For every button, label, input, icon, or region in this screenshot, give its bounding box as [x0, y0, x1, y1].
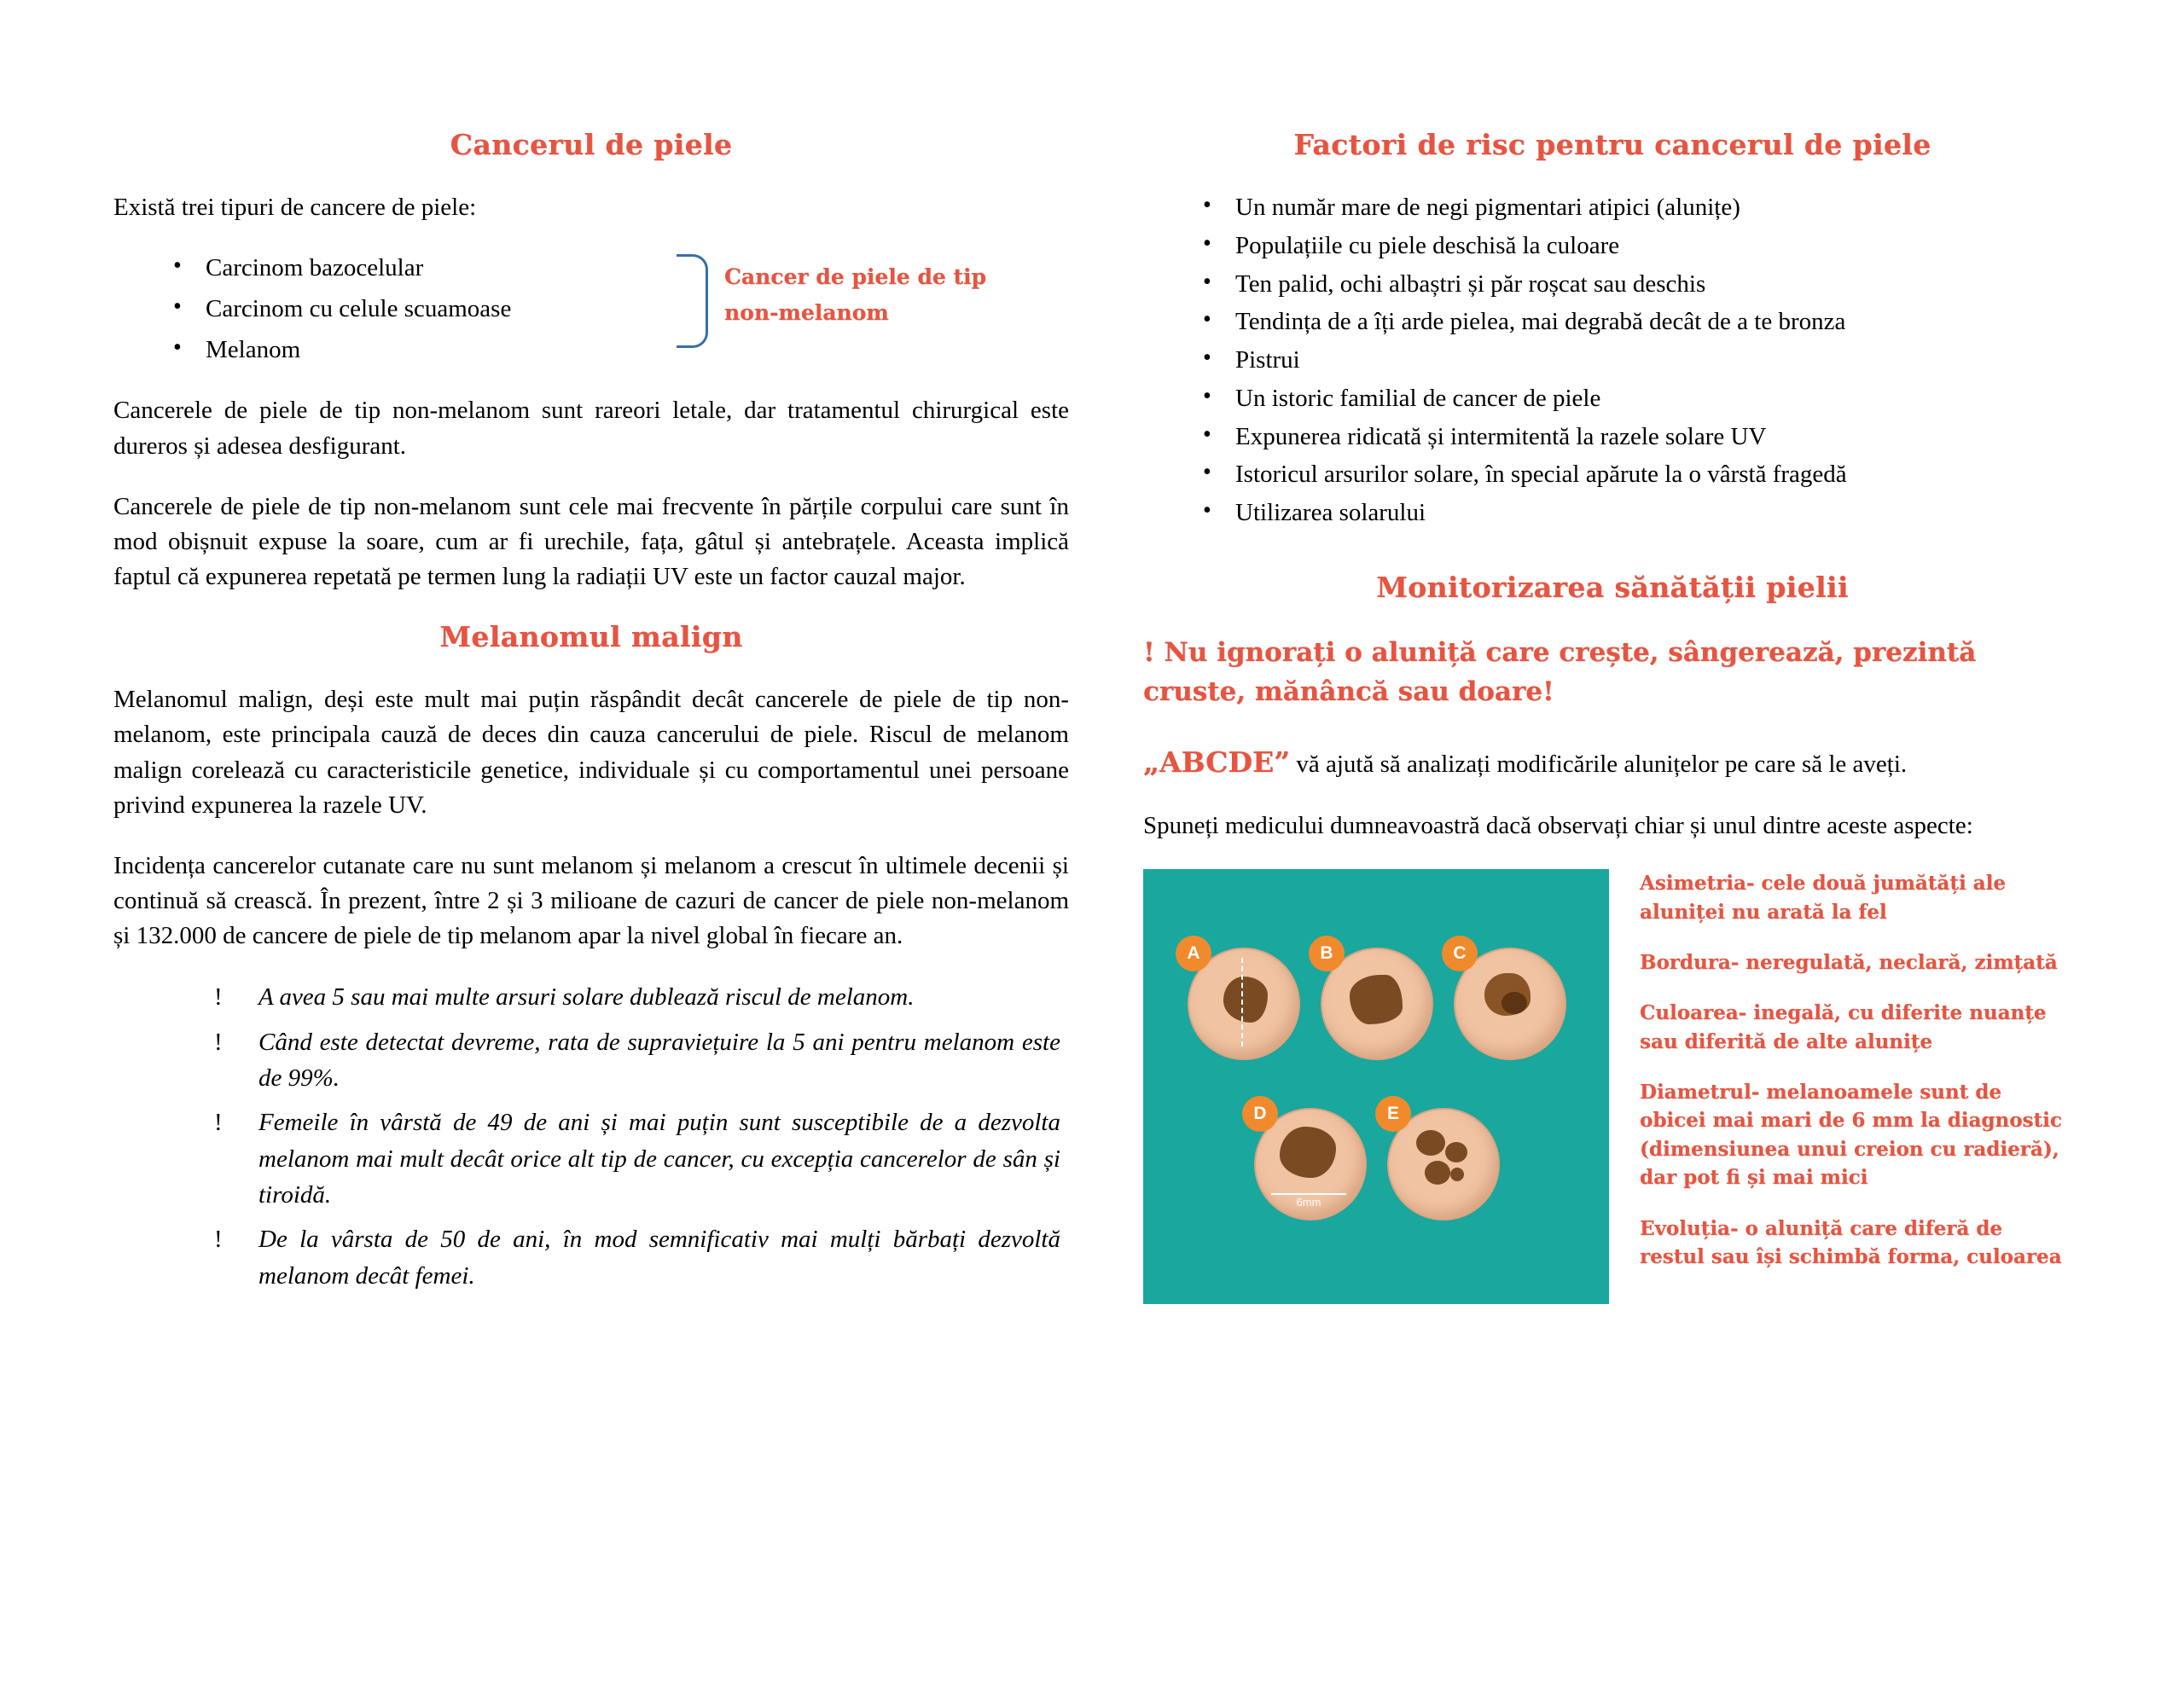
list-item: • Un istoric familial de cancer de piele	[1196, 381, 2082, 417]
paragraph-melanoma-risk: Melanomul malign, deși este mult mai puțin răspândit decât cancerele de piele de tip non-melanom, este principala cauză de deces din cauza cancerului de piele. Riscul de melanom malign corelează cu caracteristicile genetice, individuale și cu comportamentul unei persoane privind expunerea la razele UV.	[113, 686, 1069, 819]
list-item: • Istoricul arsurilor solare, în special apărute la o vârstă fragedă	[1196, 457, 2082, 493]
list-item: ! Femeile în vârstă de 49 de ani și mai puțin sunt susceptibile de a dezvolta melanom mai mult decât orice alt tip de cancer, cu excepția cancerelor de sân și tiroidă.	[258, 1104, 1069, 1213]
legend-item-asymmetry: Asimetria- cele două jumătăți ale aluniței nu arată la fel	[1640, 872, 2006, 924]
mole-a	[1187, 943, 1297, 1057]
paragraph-nonmelanoma-treatment: Cancerele de piele de tip non-melanom sunt rareori letale, dar tratamentul chirurgical este dureros și adesea desfigurant.	[113, 397, 1069, 460]
risk-factors-list	[1143, 190, 2082, 531]
list-item: ! De la vârsta de 50 de ani, în mod semnificativ mai mulți bărbați dezvoltă melanom decât femei.	[258, 1221, 1069, 1294]
brace-icon	[677, 254, 708, 348]
right-column	[1143, 128, 2082, 1304]
badge-letter: B	[1309, 936, 1345, 971]
warning-text: ! Nu ignorați o aluniță care crește, sângerează, prezintă cruste, mănâncă sau doare!	[1143, 636, 1977, 708]
left-column	[113, 128, 1069, 1302]
badge-letter: C	[1442, 936, 1478, 971]
abcde-explanation: vă ajută să analizați modificările alunițelor pe care să le aveți.	[1290, 750, 1908, 778]
list-item: • Un număr mare de negi pigmentari atipici (alunițe)	[1196, 190, 2082, 226]
abcde-line	[1143, 741, 2082, 784]
abcde-legend	[1640, 869, 2066, 1293]
abcde-figure-row	[1143, 869, 2082, 1304]
list-item: • Pistrui	[1196, 343, 2082, 379]
mole-c	[1453, 943, 1563, 1057]
badge-letter: E	[1375, 1096, 1411, 1132]
list-item: • Melanom	[166, 333, 1069, 368]
legend-item-evolution: Evoluția- o aluniță care diferă de restul sau își schimbă forma, culoarea	[1640, 1216, 2062, 1268]
list-item: • Expunerea ridicată și intermitentă la razele solare UV	[1196, 420, 2082, 455]
badge-letter: D	[1242, 1096, 1278, 1132]
heading-malignant-melanoma: Melanomul malign	[439, 620, 743, 654]
list-item: • Carcinom cu celule scuamoase	[166, 292, 1069, 328]
mole-e	[1386, 1104, 1496, 1217]
abcde-illustration	[1143, 869, 1609, 1304]
paragraph-incidence: Incidența cancerelor cutanate care nu sunt melanom și melanom a crescut în ultimele decenii și continuă să crească. În prezent, între 2 și 3 milioane de cazuri de cancer de piele non-melanom și 132.000 de cancere de piele de tip melanom apar la nivel global în fiecare an.	[113, 851, 1069, 950]
list-item: • Populațiile cu piele deschisă la culoare	[1196, 229, 2082, 264]
list-item: • Ten palid, ochi albaștri și păr roșcat sau deschis	[1196, 267, 2082, 303]
mole-b	[1320, 943, 1430, 1057]
brace-label: Cancer de piele de tip non-melanom	[724, 264, 986, 326]
list-item: • Utilizarea solarului	[1196, 496, 2082, 531]
diameter-label: 6mm	[1296, 1196, 1321, 1209]
diameter-arrow	[1271, 1193, 1346, 1195]
heading-skin-cancer: Cancerul de piele	[450, 128, 733, 161]
legend-item-diameter: Diametrul- melanoamele sunt de obicei mai mari de 6 mm la diagnostic (dimensiunea unui creion cu radieră), dar pot fi și mai mici	[1640, 1081, 2062, 1190]
lesion-shape	[1350, 975, 1403, 1024]
paragraph-nonmelanoma-locations: Cancerele de piele de tip non-melanom sunt cele mai frecvente în părțile corpului care sunt în mod obișnuit expuse la soare, cum ar fi urechile, fața, gâtul și antebrațele. Aceasta implică faptul că expunerea repetată pe termen lung la radiații UV este un factor cauzal major.	[113, 492, 1069, 591]
intro-paragraph: Există trei tipuri de cancere de piele:	[113, 194, 477, 221]
asymmetry-dashed-line	[1241, 958, 1243, 1046]
mole-d	[1253, 1104, 1363, 1217]
heading-skin-monitoring: Monitorizarea sănătății pielii	[1376, 570, 1849, 604]
cancer-types-block	[113, 251, 1069, 368]
melanoma-facts-list	[113, 979, 1069, 1294]
badge-letter: A	[1176, 936, 1211, 971]
heading-risk-factors: Factori de risc pentru cancerul de piele	[1293, 128, 1931, 161]
legend-item-border: Bordura- neregulată, neclară, zimțată	[1640, 951, 2058, 975]
list-item: • Tendința de a îți arde pielea, mai degrabă decât de a te bronza	[1196, 304, 2082, 340]
list-item: ! A avea 5 sau mai multe arsuri solare dublează riscul de melanom.	[258, 979, 1069, 1015]
tell-doctor-paragraph: Spuneți medicului dumneavoastră dacă observați chiar și unul dintre aceste aspecte:	[1143, 812, 1973, 840]
legend-item-color: Culoarea- inegală, cu diferite nuanțe sau diferită de alte alunițe	[1640, 1001, 2047, 1053]
list-item: • Carcinom bazocelular	[166, 251, 1069, 287]
abcde-keyword: „ABCDE”	[1143, 745, 1291, 779]
list-item: ! Când este detectat devreme, rata de supraviețuire la 5 ani pentru melanom este de 99%.	[258, 1024, 1069, 1097]
